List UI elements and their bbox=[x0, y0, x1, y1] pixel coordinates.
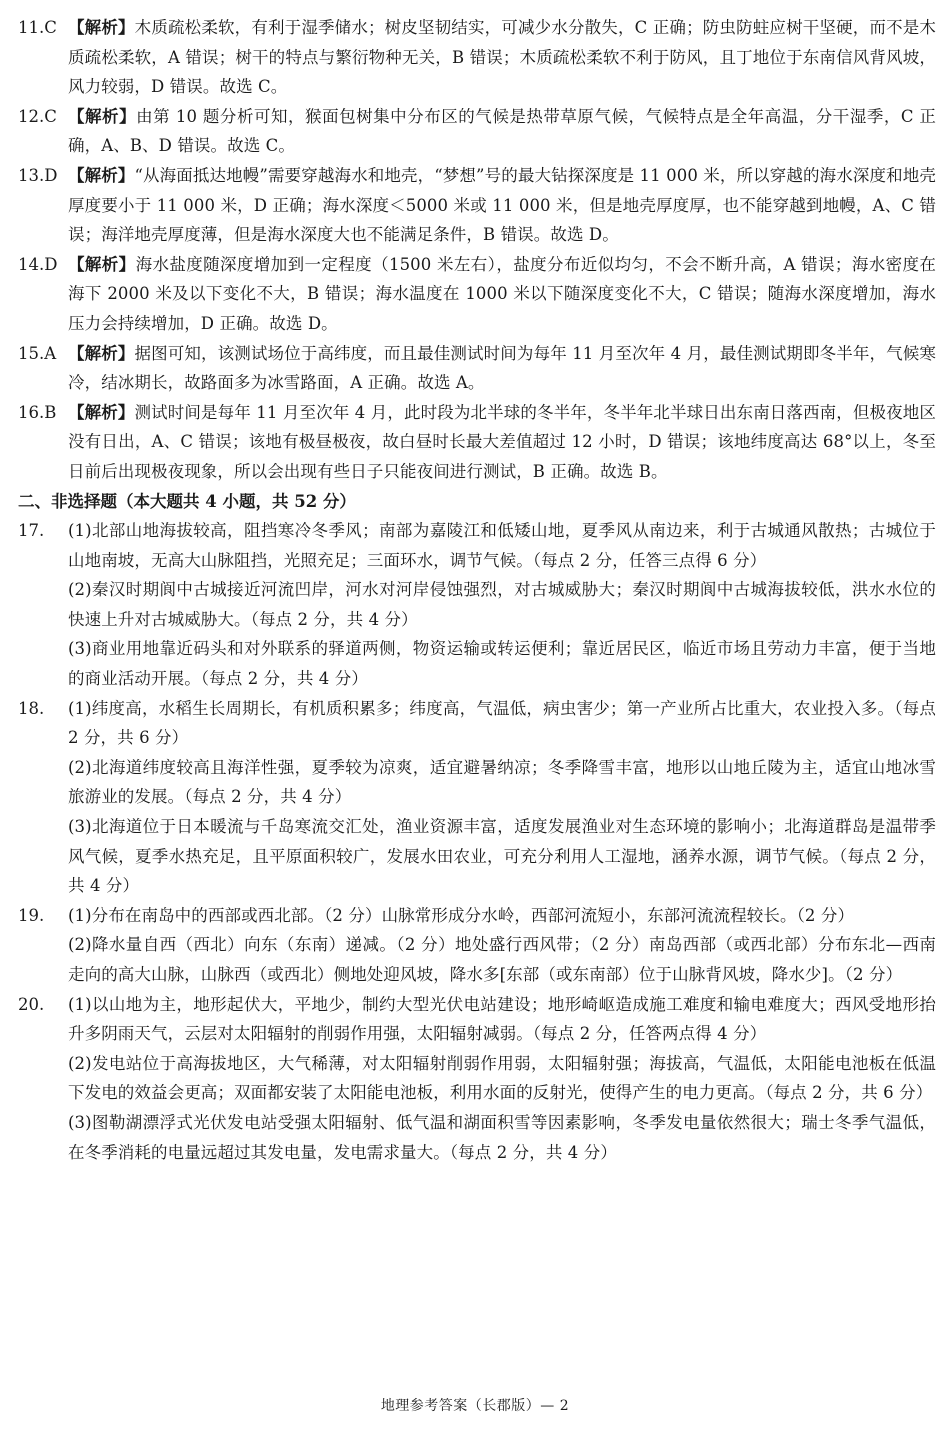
answer-item-15 bbox=[18, 339, 936, 398]
analysis-tag: 【解析】 bbox=[68, 106, 137, 126]
answer-parts bbox=[68, 516, 936, 694]
analysis-tag: 【解析】 bbox=[68, 254, 136, 274]
question-number: 11.C bbox=[18, 18, 57, 37]
section-heading: 二、非选择题（本大题共 4 小题，共 52 分） bbox=[18, 491, 356, 511]
answer-part: (3)北海道位于日本暖流与千岛寒流交汇处，渔业资源丰富，适度发展渔业对生态环境的影响小；北海道群岛是温带季风气候，夏季水热充足，且平原面积较广，发展水田农业，可充分利用人工湿地，涵养水源，调节气候。（每点 2 分，共 4 分） bbox=[68, 817, 936, 896]
answer-part: (2)北海道纬度较高且海洋性强，夏季较为凉爽，适宜避暑纳凉；冬季降雪丰富，地形以山地丘陵为主，适宜山地冰雪旅游业的发展。（每点 2 分，共 4 分） bbox=[68, 757, 936, 807]
explanation-text: 木质疏松柔软，有利于湿季储水；树皮坚韧结实，可减少水分散失，C 正确；防虫防蛀应树干坚硬，而不是木质疏松柔软，A 错误；树干的特点与繁衍物种无关，B 错误；木质疏松柔软不利于防风，且丁地位于东南信风背风坡，风力较弱，D 错误。故选 C。 bbox=[68, 18, 936, 97]
answer-explanation bbox=[68, 339, 936, 398]
question-number: 12.C bbox=[18, 106, 57, 126]
answer-parts bbox=[68, 694, 936, 901]
answer-item-12 bbox=[18, 102, 936, 161]
analysis-tag: 【解析】 bbox=[68, 18, 135, 37]
answer-explanation bbox=[68, 250, 936, 339]
answer-item-14 bbox=[18, 250, 936, 339]
answer-part: (3)商业用地靠近码头和对外联系的驿道两侧，物资运输或转运便利；靠近居民区，临近市场且劳动力丰富，便于当地的商业活动开展。（每点 2 分，共 4 分） bbox=[68, 639, 936, 689]
answer-item-20 bbox=[18, 990, 936, 1168]
question-number: 14.D bbox=[18, 254, 58, 274]
analysis-tag: 【解析】 bbox=[68, 165, 135, 185]
answer-explanation bbox=[68, 13, 936, 102]
answer-item-11 bbox=[18, 13, 936, 102]
answer-item-19 bbox=[18, 901, 936, 990]
analysis-tag: 【解析】 bbox=[68, 402, 135, 422]
explanation-text: 海水盐度随深度增加到一定程度（1500 米左右），盐度分布近似均匀，不会不断升高，A 错误；海水密度在海下 2000 米及以下变化不大，B 错误；海水温度在 1000 米以下随深度变化不大，C 错误；随海水深度增加，海水压力会持续增加，D 正确。故选 D。 bbox=[68, 254, 936, 333]
answer-content bbox=[18, 13, 936, 1167]
answer-part: (1)以山地为主，地形起伏大，平地少，制约大型光伏电站建设；地形崎岖造成施工难度和输电难度大；西风受地形抬升多阴雨天气，云层对太阳辐射的削弱作用强，太阳辐射减弱。（每点 2 分，任答两点得 4 分） bbox=[68, 994, 936, 1044]
question-number: 17. bbox=[18, 521, 45, 541]
question-number: 15.A bbox=[18, 343, 57, 363]
answer-part: (1)北部山地海拔较高，阻挡寒冷冬季风；南部为嘉陵江和低矮山地，夏季风从南边来，利于古城通风散热；古城位于山地南坡，无高大山脉阻挡，光照充足；三面环水，调节气候。（每点 2 分，任答三点得 6 分） bbox=[68, 521, 936, 570]
analysis-tag: 【解析】 bbox=[68, 343, 135, 363]
explanation-text: 由第 10 题分析可知，猴面包树集中分布区的气候是热带草原气候，气候特点是全年高温，分干湿季，C 正确，A、B、D 错误。故选 C。 bbox=[68, 106, 936, 156]
answer-part: (1)纬度高，水稻生长周期长，有机质积累多；纬度高，气温低，病虫害少；第一产业所占比重大，农业投入多。（每点 2 分，共 6 分） bbox=[68, 698, 936, 748]
answer-part: (2)发电站位于高海拔地区，大气稀薄，对太阳辐射削弱作用弱，太阳辐射强；海拔高，气温低，太阳能电池板在低温下发电的效益会更高；双面都安装了太阳能电池板，利用水面的反射光，使得产生的电力更高。（每点 2 分，共 6 分） bbox=[68, 1053, 936, 1103]
answer-part: (3)图勒湖漂浮式光伏发电站受强太阳辐射、低气温和湖面积雪等因素影响，冬季发电量依然很大；瑞士冬季气温低，在冬季消耗的电量远超过其发电量，发电需求量大。（每点 2 分，共 4 分） bbox=[68, 1112, 936, 1162]
answer-item-16 bbox=[18, 398, 936, 487]
question-number: 19. bbox=[18, 905, 45, 925]
explanation-text: “从海面抵达地幔”需要穿越海水和地壳，“梦想”号的最大钻探深度是 11 000 米，所以穿越的海水深度和地壳厚度要小于 11 000 米，D 正确；海水深度＜5000 米或 11 000 米，但是地壳厚度厚，也不能穿越到地幔，A、C 错误；海洋地壳厚度薄，但是海水深度大也不能满足条件，B 错误。故选 D。 bbox=[68, 165, 936, 245]
question-number: 16.B bbox=[18, 402, 57, 422]
question-number: 13.D bbox=[18, 165, 58, 185]
answer-parts bbox=[68, 901, 936, 990]
answer-item-13 bbox=[18, 161, 936, 250]
explanation-text: 据图可知，该测试场位于高纬度，而且最佳测试时间为每年 11 月至次年 4 月，最佳测试期即冬半年，气候寒冷，结冰期长，故路面多为冰雪路面，A 正确。故选 A。 bbox=[68, 343, 936, 393]
answer-item-17 bbox=[18, 516, 936, 694]
answer-item-18 bbox=[18, 694, 936, 901]
answer-explanation bbox=[68, 102, 936, 161]
question-number: 20. bbox=[18, 994, 45, 1014]
explanation-text: 测试时间是每年 11 月至次年 4 月，此时段为北半球的冬半年，冬半年北半球日出东南日落西南，但极夜地区没有日出，A、C 错误；该地有极昼极夜，故白昼时长最大差值超过 12 小时，D 错误；该地纬度高达 68°以上，冬至日前后出现极夜现象，所以会出现有些日子只能夜间进行测试，B 正确。故选 B。 bbox=[68, 402, 936, 481]
answer-part: (2)秦汉时期阆中古城接近河流凹岸，河水对河岸侵蚀强烈，对古城威胁大；秦汉时期阆中古城海拔较低，洪水水位的快速上升对古城威胁大。（每点 2 分，共 4 分） bbox=[68, 580, 936, 629]
page-footer: 地理参考答案（长郡版）— 2 bbox=[380, 1398, 570, 1414]
answer-explanation bbox=[68, 161, 936, 250]
question-number: 18. bbox=[18, 698, 45, 718]
answer-part: (1)分布在南岛中的西部或西北部。（2 分）山脉常形成分水岭，西部河流短小，东部河流流程较长。（2 分） bbox=[68, 905, 855, 925]
answer-part: (2)降水量自西（西北）向东（东南）递减。（2 分）地处盛行西风带；（2 分）南岛西部（或西北部）分布东北—西南走向的高大山脉，山脉西（或西北）侧地处迎风坡，降水多[东部（或东南部）位于山脉背风坡，降水少]。（2 分） bbox=[68, 935, 936, 984]
answer-explanation bbox=[68, 398, 936, 487]
answer-parts bbox=[68, 990, 936, 1168]
